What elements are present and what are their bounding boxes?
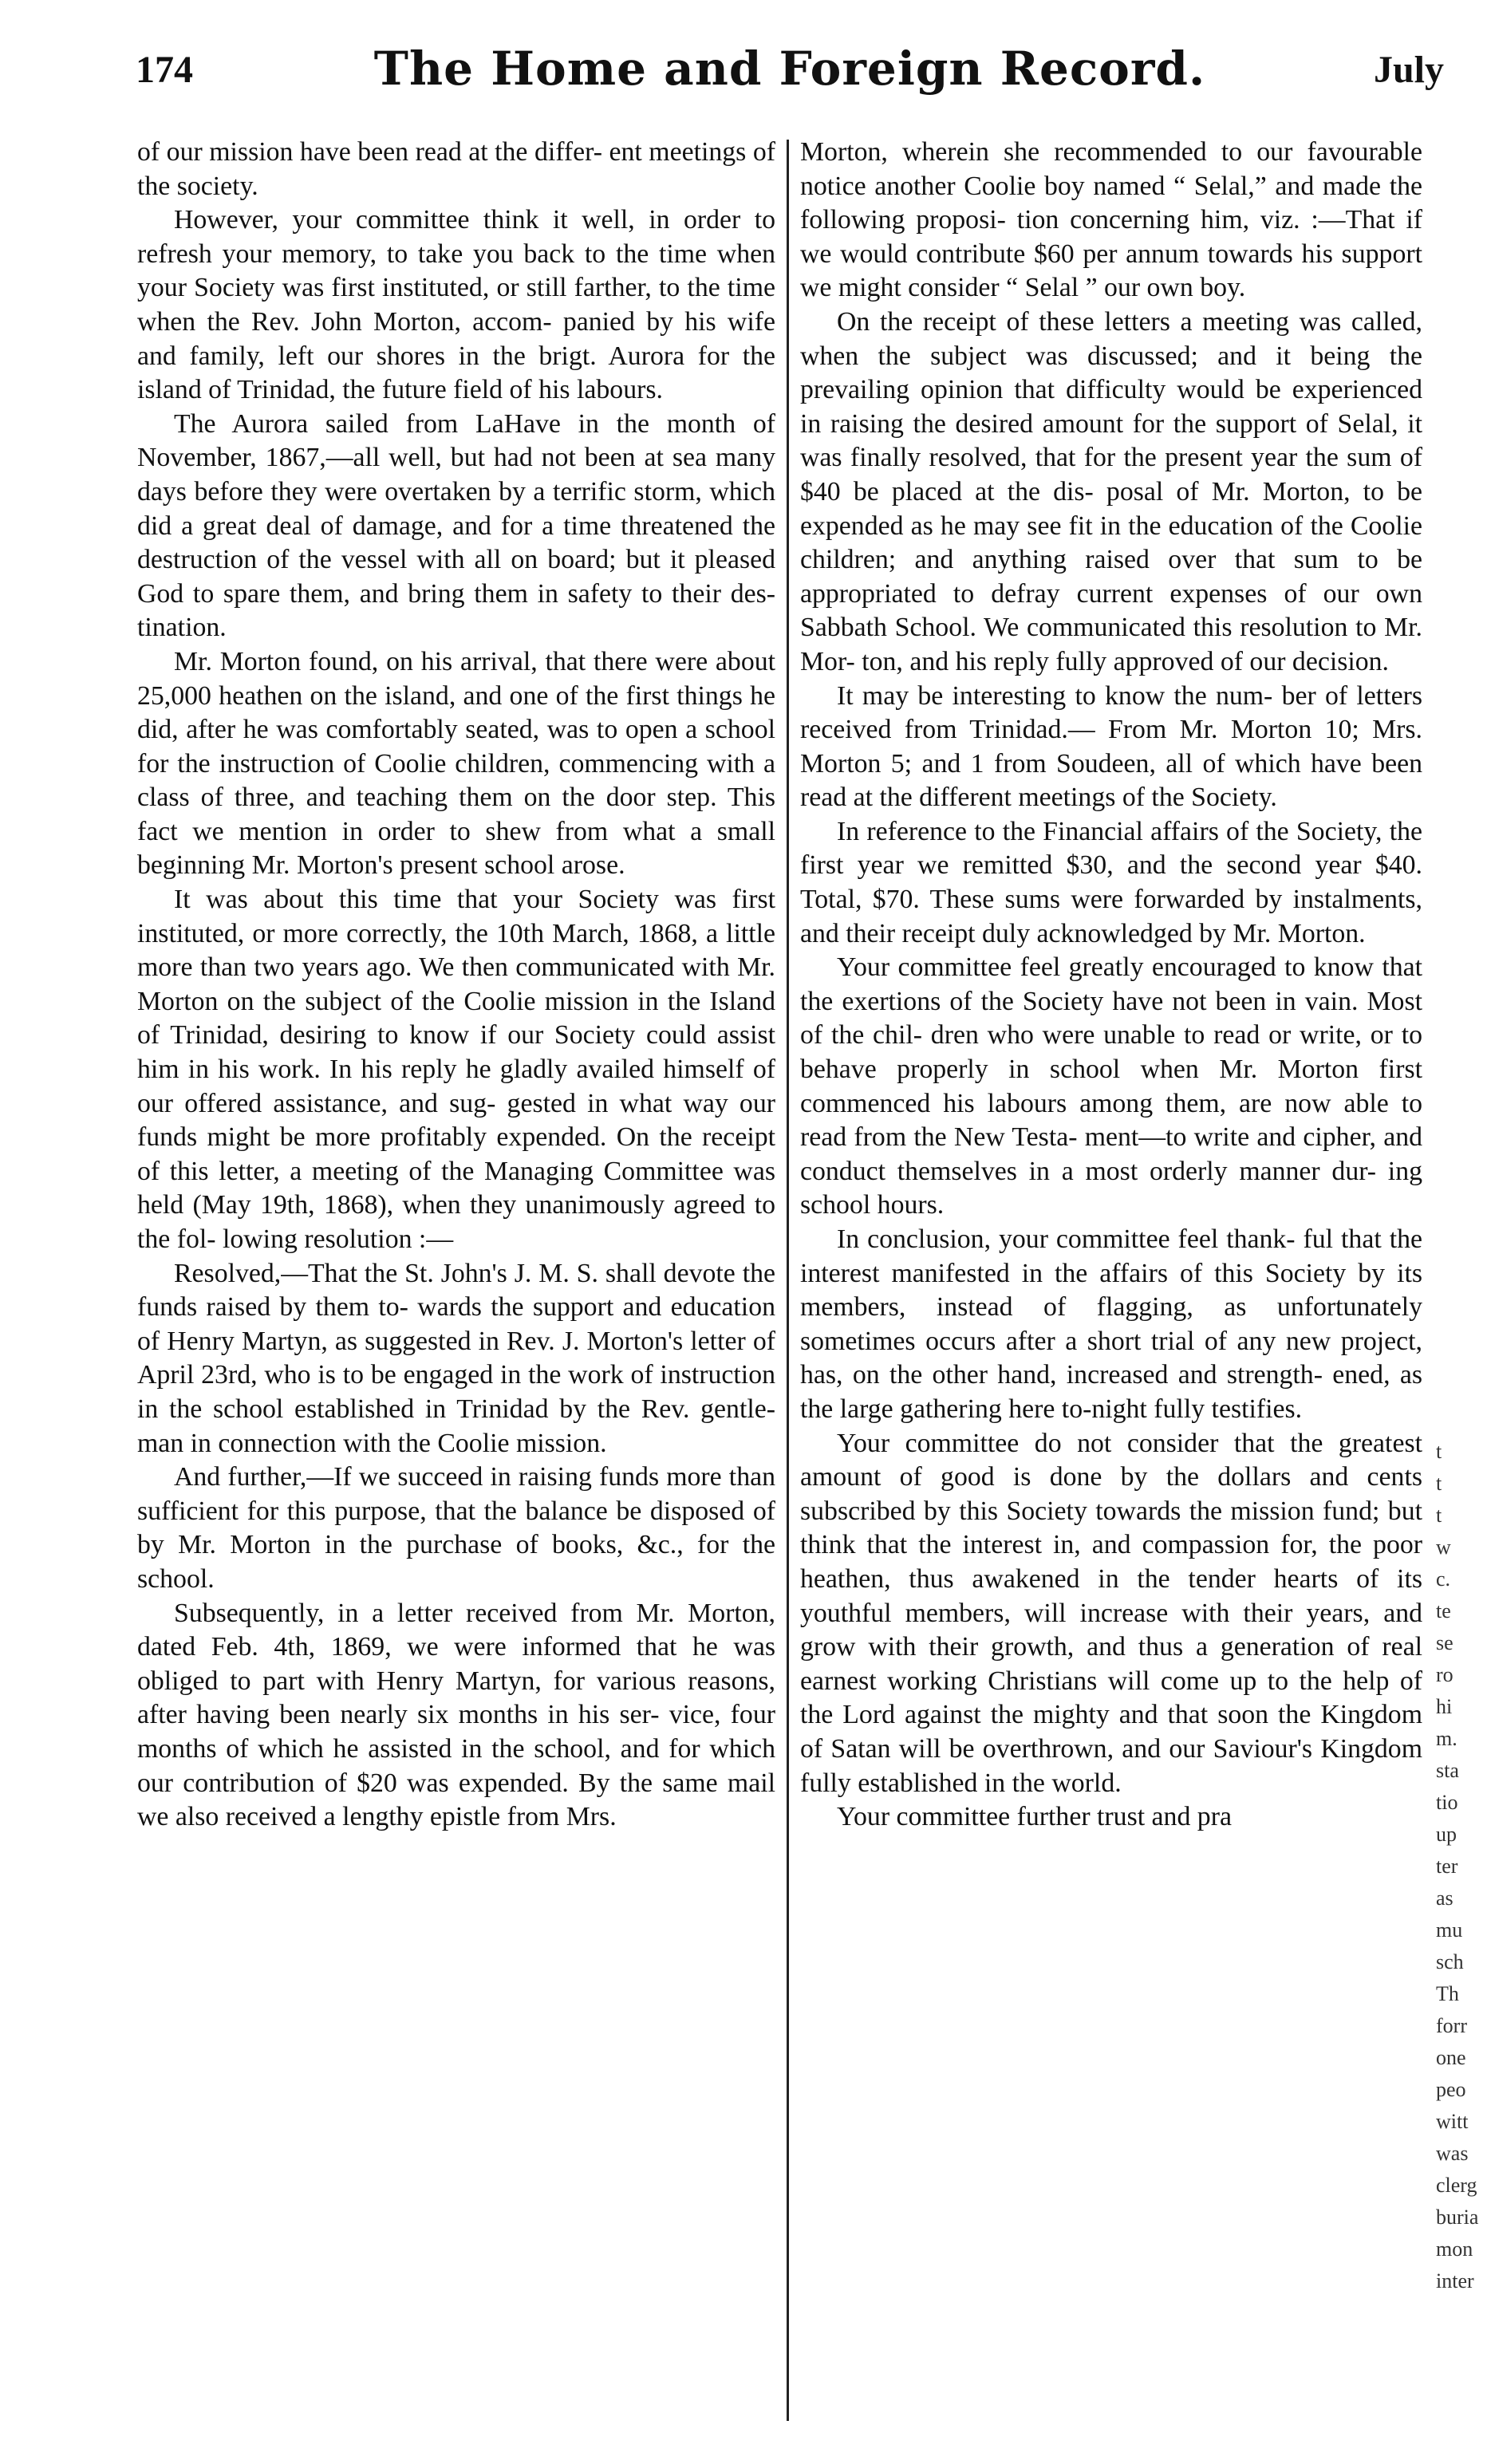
page-number: 174 — [136, 49, 193, 91]
paragraph: Your committee do not consider that the greatest amount of good is done by the dollars and cents subscribed by this Society towards the mission fund; but think that the interest in, and compassion for, the poor heathen, thus awakened in the tender hearts of its youthful members, will increase with their years, and grow with their growth, and thus a generation of real earnest working Christians will come up to the help of the Lord against the mighty and that soon the Kingdom of Satan will be overthrown, and our Saviour's Kingdom fully established in the world. — [800, 1428, 1422, 1798]
margin-fragments — [1436, 1436, 1487, 2297]
paragraph: The Aurora sailed from LaHave in the month of November, 1867,—all well, but had not been at sea many days before they were overtaken by a terrific storm, which did a great deal of damage, and for a time threatened the destruction of the vessel with all on board; but it pleased God to spare them, and bring them in safety to their des- tination. — [137, 408, 775, 643]
journal-title: The Home and Foreign Record. — [373, 41, 1206, 96]
margin-fragment: peo — [1436, 2078, 1466, 2101]
paragraph: Subsequently, in a letter received from Mr. Morton, dated Feb. 4th, 1869, we were informed that he was obliged to part with Henry Martyn, for various reasons, after having been nearly six months in his ser- vice, four months of which he assisted in the school, and for which our contribution of $20 was expended. By the same mail we also received a lengthy epistle from Mrs. — [137, 1598, 775, 1832]
margin-fragment: inter — [1436, 2269, 1474, 2293]
margin-fragment: t — [1436, 1472, 1442, 1495]
paragraph: of our mission have been read at the differ- ent meetings of the society. — [137, 137, 775, 201]
paragraph: On the receipt of these letters a meeting was called, when the subject was discussed; and it being the prevailing opinion that difficulty would be experienced in raising the desired amount for the support of Selal, it was finally resolved, that for the present year the sum of $40 be placed at the dis- posal of Mr. Morton, to be expended as he may see fit in the education of the Coolie children; and anything raised over that sum to be appropriated to defray current expenses of our own Sabbath School. We communicated this resolution to Mr. Mor- ton, and his reply fully approved of our decision. — [800, 306, 1422, 676]
margin-fragment: mu — [1436, 1918, 1463, 1942]
margin-fragment: was — [1436, 2142, 1469, 2165]
page-header — [136, 41, 1444, 105]
paragraph: And further,—If we succeed in raising funds more than sufficient for this purpose, that the balance be disposed of by Mr. Morton in the purchase of books, &c., for the school. — [137, 1462, 775, 1594]
margin-fragment: m. — [1436, 1727, 1457, 1750]
margin-fragment: as — [1436, 1886, 1453, 1910]
issue-month: July — [1373, 49, 1444, 91]
paragraph: It was about this time that your Society was first instituted, or more correctly, the 10th March, 1868, a little more than two years ago. We then communicated with Mr. Morton on the subject of the Coolie mission in the Island of Trinidad, desiring to know if our Society could assist him in his work. In his reply he gladly availed himself of our offered assistance, and sug- gested in what way our funds might be more profitably expended. On the receipt of this letter, a meeting of the Managing Committee was held (May 19th, 1868), when they unanimously agreed to the fol- lowing resolution :— — [137, 885, 775, 1254]
paragraph: Your committee feel greatly encouraged to know that the exertions of the Society have not been in vain. Most of the chil- dren who were unable to read or write, or to behave properly in school when Mr. Morton first commenced his labours among them, are now able to read from the New Testa- ment—to write and cipher, and conduct themselves in a most orderly manner dur- ing school hours. — [800, 952, 1422, 1220]
column-divider — [787, 140, 789, 2421]
margin-fragment: se — [1436, 1631, 1453, 1654]
paragraph: In reference to the Financial affairs of the Society, the first year we remitted $30, and the second year $40. Total, $70. These sums were forwarded by instalments, and their receipt duly acknowledged by Mr. Morton. — [800, 816, 1422, 948]
margin-fragment: t — [1436, 1440, 1442, 1463]
margin-fragment: ro — [1436, 1663, 1453, 1686]
paragraph: It may be interesting to know the num- ber of letters received from Trinidad.— From Mr. Morton 10; Mrs. Morton 5; and 1 from Soudeen, all of which have been read at the different meetings of the Society. — [800, 680, 1422, 813]
paragraph: Resolved,—That the St. John's J. M. S. shall devote the funds raised by them to- wards the support and education of Henry Martyn, as suggested in Rev. J. Morton's letter of April 23rd, who is to be engaged in the work of instruction in the school established in Trinidad by the Rev. gentle- man in connection with the Coolie mission. — [137, 1258, 775, 1458]
margin-fragment: witt — [1436, 2110, 1469, 2133]
margin-fragment: te — [1436, 1599, 1451, 1622]
paragraph: In conclusion, your committee feel thank- ful that the interest manifested in the affairs of this Society by its members, instead of flagging, as unfortunately sometimes occurs after a short trial of any new project, has, on the other hand, increased and strength- ened, as the large gathering here to-night fully testifies. — [800, 1224, 1422, 1424]
margin-fragment: c. — [1436, 1567, 1451, 1591]
margin-fragment: ter — [1436, 1855, 1458, 1878]
margin-fragment: forr — [1436, 2014, 1467, 2037]
paragraph: Morton, wherein she recommended to our favourable notice another Coolie boy named “ Selal,” and made the following proposi- tion concerning him, viz. :—That if we would contribute $60 per annum towards his support we might consider “ Selal ” our own boy. — [800, 137, 1422, 303]
margin-fragment: hi — [1436, 1695, 1453, 1718]
margin-fragment: one — [1436, 2046, 1466, 2069]
margin-fragment: mon — [1436, 2237, 1473, 2261]
paragraph: However, your committee think it well, in order to refresh your memory, to take you back to the time when your Society was first instituted, or still farther, to the time when the Rev. John Morton, accom- panied by his wife and family, left our shores in the brigt. Aurora for the island of Trinidad, the future field of his labours. — [137, 205, 775, 405]
margin-fragment: clerg — [1436, 2174, 1477, 2197]
margin-fragment: tio — [1436, 1791, 1458, 1814]
right-column — [800, 136, 1422, 1835]
margin-fragment: Th — [1436, 1982, 1459, 2005]
margin-fragment: w — [1436, 1536, 1451, 1559]
paragraph: Your committee further trust and pra — [837, 1802, 1232, 1832]
margin-fragment: sta — [1436, 1759, 1459, 1782]
margin-fragment: buria — [1436, 2206, 1479, 2229]
margin-fragment: t — [1436, 1504, 1442, 1527]
paragraph: Mr. Morton found, on his arrival, that there were about 25,000 heathen on the island, and one of the first things he did, after he was comfortably seated, was to open a school for the instruction of Coolie children, commencing with a class of three, and teaching them on the door step. This fact we mention in order to shew from what a small beginning Mr. Morton's present school arose. — [137, 646, 775, 881]
left-column — [137, 136, 775, 1835]
margin-fragment: sch — [1436, 1950, 1464, 1973]
margin-fragment: up — [1436, 1823, 1457, 1846]
